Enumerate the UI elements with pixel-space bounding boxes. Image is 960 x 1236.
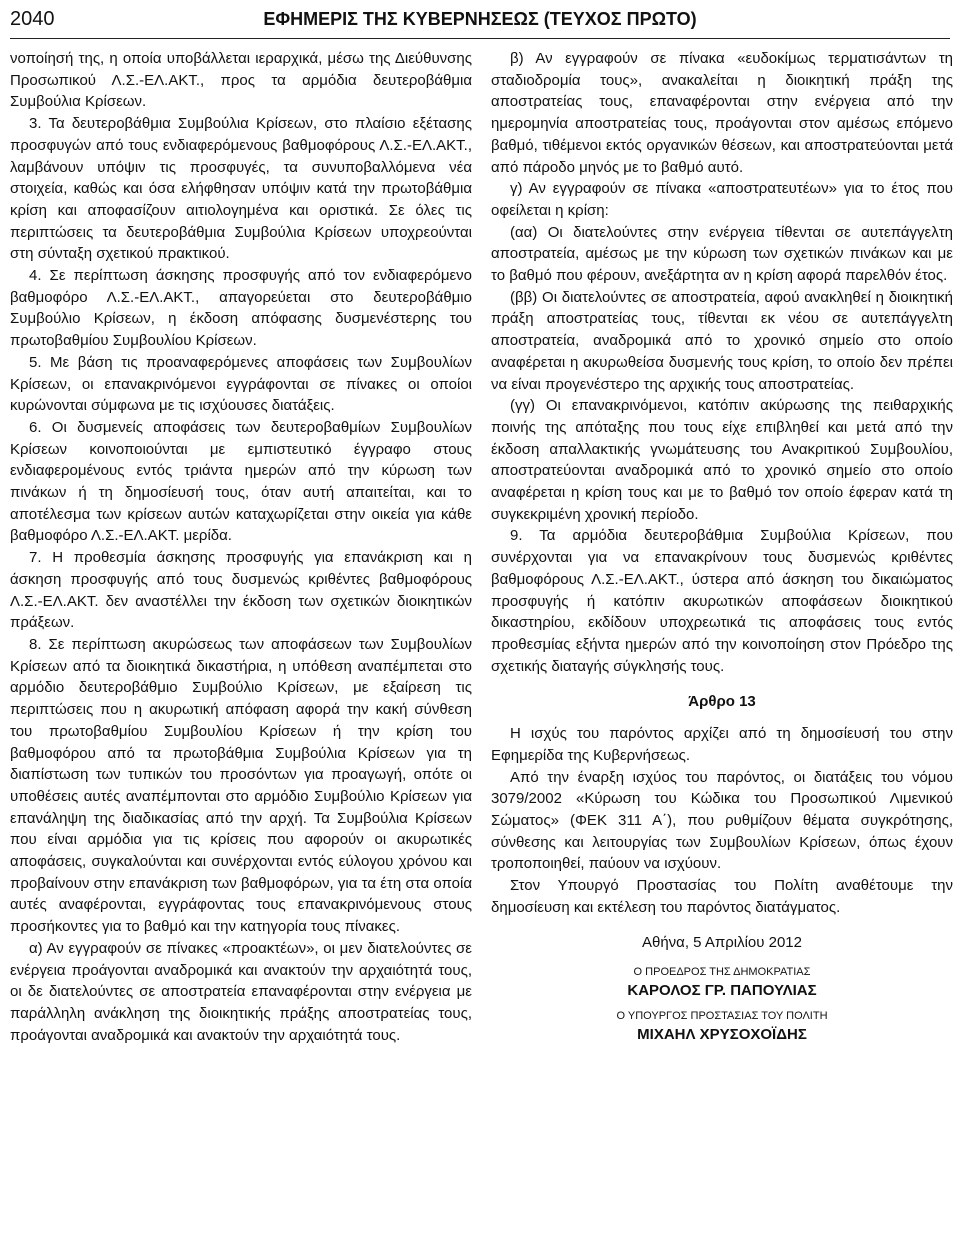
paragraph: 3. Τα δευτεροβάθμια Συμβούλια Κρίσεων, στο πλαίσιο εξέτασης προσφυγών από τους ενδιαφερόμενους βαθμοφόρους Λ.Σ.-ΕΛ.ΑΚΤ., λαμβάνουν υπόψιν τις προσφυγές, τα συνυποβαλλόμενα νέα στοιχεία, καθώς και όσα ελήφθησαν υπόψιν κατά την πρωτοβάθμια κρίση και αποφασίζουν αιτιολογημένα και οριστικά. Σε όλες τις περιπτώσεις τα δευτεροβάθμια Συμβούλια Κρίσεων υποχρεούνται στη σύνταξη σχετικού πρακτικού. — [10, 115, 472, 263]
paragraph: 6. Οι δυσμενείς αποφάσεις των δευτεροβαθμίων Συμβουλίων Κρίσεων κοινοποιούνται με εμπιστευτικό έγγραφο στους ενδιαφερομένους εντός τριάντα ημερών από την κύρωση των πινάκων ή τη δημοσίευσή τους, όταν αυτή απαιτείται, και το αποτέλεσμα των κρίσεων αυτών καταχωρίζεται στην οικεία για κάθε βαθμοφόρο Λ.Σ.-ΕΛ.ΑΚΤ. μερίδα. — [10, 418, 472, 545]
paragraph: (γγ) Οι επανακρινόμενοι, κατόπιν ακύρωσης της πειθαρχικής ποινής της απόταξης που τους είχε επιβληθεί και μετά από την έκδοση απαλλακτικής γνωμάτευσης του Ανακριτικού Συμβουλίου, αποστρατεύονται αναδρομικά από το χρονικό σημείο στο οποίο αναφέρεται η κρίση τους και με το βαθμό τον οποίο έφεραν κατά τη συγκεκριμένη χρονική περίοδο. — [491, 397, 953, 523]
paragraph: β) Αν εγγραφούν σε πίνακα «ευδοκίμως τερματισάντων τη σταδιοδρομία τους», ανακαλείται η διοικητική πράξη της αποστρατείας τους, επαναφέρονται στην ενέργεια από την ημερομηνία αποστρατείας τους, προάγονται στον αμέσως επόμενο βαθμό, τιθέμενοι εκτός οργανικών θέσεων, και αποστρατεύονται μετά από πάροδο μηνός με το βαθμό αυτό. — [491, 50, 953, 176]
minister-name: ΜΙΧΑΗΛ ΧΡΥΣΟΧΟΪΔΗΣ — [637, 1025, 807, 1043]
minister-role: Ο ΥΠΟΥΡΓΟΣ ΠΡΟΣΤΑΣΙΑΣ ΤΟΥ ΠΟΛΙΤΗ — [616, 1009, 828, 1022]
article-title: Άρθρο 13 — [688, 693, 756, 711]
left-column — [10, 48, 472, 1046]
paragraph: (ββ) Οι διατελούντες σε αποστρατεία, αφού ανακληθεί η διοικητική πράξη αποστρατείας τους, τίθενται εκ νέου σε αυτεπάγγελτη αποστρατεία, αναδρομικά από το χρονικό σημείο στο οποίο αναφέρεται η ακυρωθείσα δυσμενής τους κρίση, το οποίο δεν πρέπει να είναι προγενέστερο της αρχικής τους αποστρατείας. — [491, 288, 953, 393]
page-number: 2040 — [10, 7, 55, 30]
paragraph: 8. Σε περίπτωση ακυρώσεως των αποφάσεων των Συμβουλίων Κρίσεων από τα διοικητικά δικαστήρια, η υπόθεση αναπέμπεται στο αρμόδιο δευτεροβάθμιο Συμβούλιο Κρίσεων, με εξαίρεση τις περιπτώσεις που η ακυρωτική απόφαση αφορά την κακή σύνθεση του πρωτοβαθμίου Συμβουλίου Κρίσεων ή την κρίση του βαθμοφόρου από τα πρωτοβάθμια Συμβούλια Κρίσεων για τη διαπίστωση των τυπικών του προσόντων για προαγωγή, οπότε οι υποθέσεις αυτές αναπέμπονται στο αρμόδιο Συμβούλιο Κρίσεων για επανάληψη της διαδικασίας από την αρχή. Τα Συμβούλια Κρίσεων που είναι αρμόδια για τις κρίσεις που αφορούν οι ακυρωτικές αποφάσεις, συγκαλούνται και συνέρχονται εντός εύλογου χρόνου και προβαίνουν στην επανάκριση των βαθμοφόρων, για τα έτη στα οποία αυτές αναφέρονται, εγγράφοντας τους επανακρινόμενους στους προσήκοντες για το βαθμό και την κατηγορία τους πίνακες. — [10, 635, 472, 936]
paragraph: 5. Με βάση τις προαναφερόμενες αποφάσεις των Συμβουλίων Κρίσεων, οι επανακρινόμενοι εγγράφονται σε πίνακες οι οποίοι κυρώνονται σύμφωνα με τις ισχύουσες διατάξεις. — [10, 353, 472, 415]
header-divider — [10, 38, 950, 39]
paragraph: γ) Αν εγγραφούν σε πίνακα «αποστρατευτέων» για το έτος που οφείλεται η κρίση: — [491, 180, 953, 219]
signing-date: Αθήνα, 5 Απριλίου 2012 — [641, 934, 802, 952]
paragraph: 4. Σε περίπτωση άσκησης προσφυγής από τον ενδιαφερόμενο βαθμοφόρο Λ.Σ.-ΕΛ.ΑΚΤ., απαγορεύεται στο δευτεροβάθμιο Συμβούλιο Κρίσεων, η έκδοση απόφασης δυσμενέστερης του πρωτοβαθμίου Συμβουλίου Κρίσεων. — [10, 267, 472, 350]
paragraph: Η ισχύς του παρόντος αρχίζει από τη δημοσίευσή του στην Εφημερίδα της Κυβερνήσεως. — [491, 725, 953, 764]
paragraph: 9. Τα αρμόδια δευτεροβάθμια Συμβούλια Κρίσεων, που συνέρχονται για να επανακρίνουν τους δυσμενώς κριθέντες βαθμοφόρους Λ.Σ.-ΕΛ.ΑΚΤ., ύστερα από άσκηση του δικαιώματος προσφυγής ή κατόπιν ακυρωτικών αποφάσεων διοικητικού δικαστηρίου, εκδίδουν υποχρεωτικά τις αποφάσεις τους εντός προθεσμίας εξήντα ημερών από την κοινοποίηση στον Πρόεδρο της σχετικής διαταγής σύγκλησής τους. — [491, 527, 953, 675]
paragraph: 7. Η προθεσμία άσκησης προσφυγής για επανάκριση και η άσκηση προσφυγής από τους δυσμενώς κριθέντες βαθμοφόρους Λ.Σ.-ΕΛ.ΑΚΤ. δεν αναστέλλει την έκδοση των σχετικών διοικητικών πράξεων. — [10, 549, 472, 632]
page-header — [10, 2, 950, 36]
paragraph: α) Αν εγγραφούν σε πίνακες «προακτέων», οι μεν διατελούντες σε ενέργεια προάγονται αναδρομικά και ανακτούν την αρχαιότητά τους, οι δε διατελούντες σε αποστρατεία επαναφέρονται στην ενέργεια με παράλληλη ανάκληση της διοικητικής πράξης αποστρατείας τους, προάγονται αναδρομικά και ανακτούν την αρχαιότητά τους. — [10, 939, 472, 1044]
paragraph: (αα) Οι διατελούντες στην ενέργεια τίθενται σε αυτεπάγγελτη αποστρατεία, αμέσως με την κύρωση των σχετικών πινάκων και με το βαθμό που φέρουν, ανεξάρτητα αν η κρίση αφορά παρελθόν έτος. — [491, 223, 953, 285]
right-column — [491, 48, 953, 1052]
president-name: ΚΑΡΟΛΟΣ ΓΡ. ΠΑΠΟΥΛΙΑΣ — [627, 982, 817, 1000]
paragraph: Στον Υπουργό Προστασίας του Πολίτη αναθέτουμε την δημοσίευση και εκτέλεση του παρόντος διατάγματος. — [491, 877, 953, 916]
gazette-title: ΕΦΗΜΕΡΙΣ ΤΗΣ ΚΥΒΕΡΝΗΣΕΩΣ (ΤΕΥΧΟΣ ΠΡΩΤΟ) — [263, 8, 697, 29]
paragraph: νοποίησή της, η οποία υποβάλλεται ιεραρχικά, μέσω της Διεύθυνσης Προσωπικού Λ.Σ.-ΕΛ.ΑΚΤ., προς τα αρμόδια δευτεροβάθμια Συμβούλια Κρίσεων. — [10, 50, 472, 111]
paragraph: Από την έναρξη ισχύος του παρόντος, οι διατάξεις του νόμου 3079/2002 «Κύρωση του Κώδικα του Προσωπικού Λιμενικού Σώματος» (ΦΕΚ 311 Α΄), που ρυθμίζουν θέματα συγκρότησης, σύνθεσης και λειτουργίας των Συμβουλίων Κρίσεων, όπως έχουν τροποποιηθεί, παύουν να ισχύουν. — [491, 768, 953, 873]
president-role: Ο ΠΡΟΕΔΡΟΣ ΤΗΣ ΔΗΜΟΚΡΑΤΙΑΣ — [633, 966, 811, 979]
